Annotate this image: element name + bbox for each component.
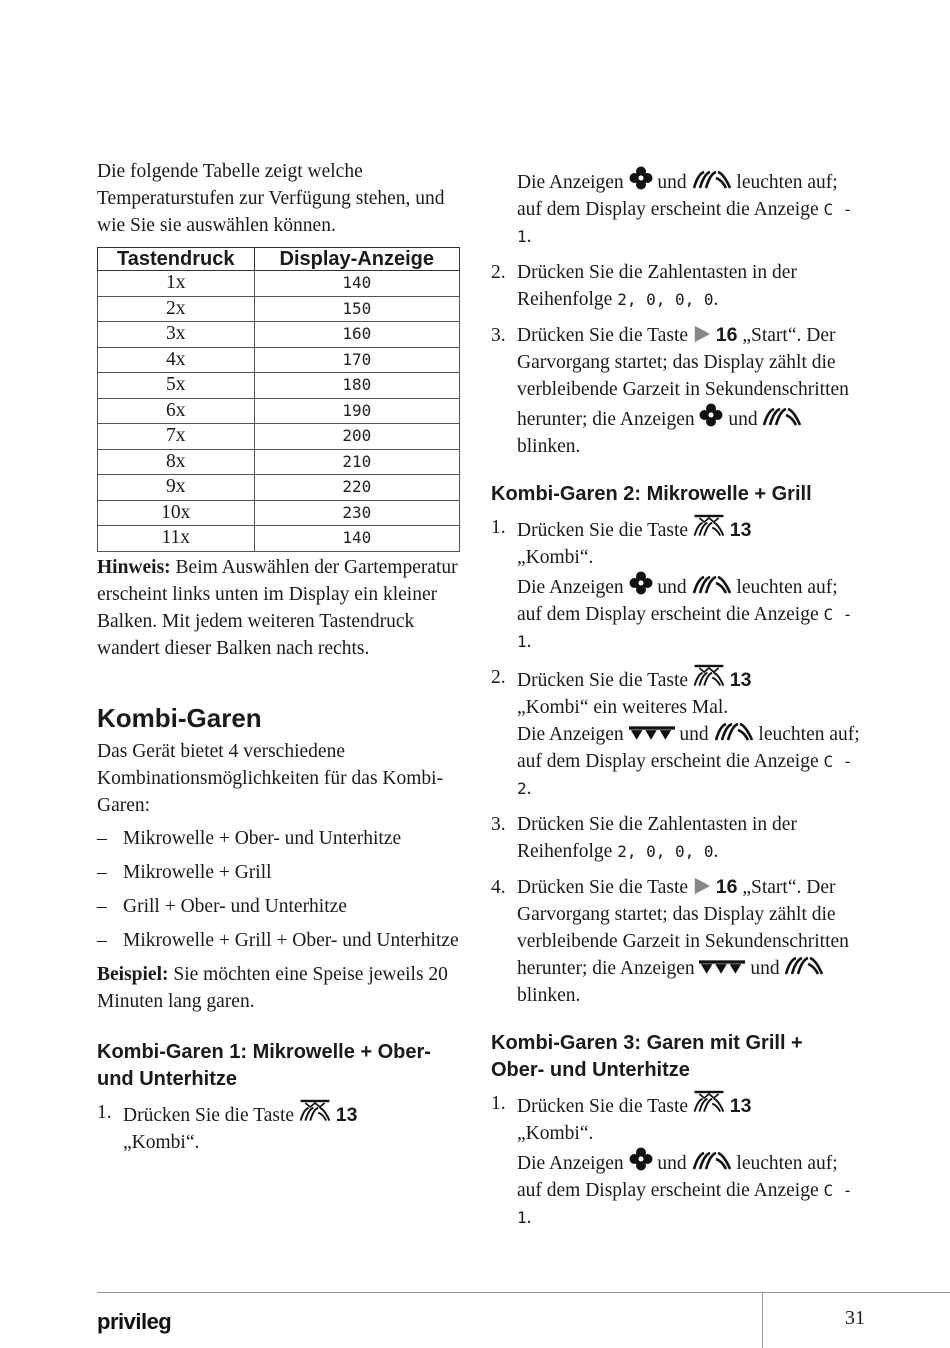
table-row: [98, 398, 460, 424]
table-row: [98, 347, 460, 373]
kombi-1-steps: [97, 1099, 462, 1156]
hinweis-paragraph: [97, 554, 462, 662]
key-number: 16: [715, 324, 738, 346]
footer-divider: [97, 1292, 950, 1293]
period: .: [526, 631, 532, 652]
fan-icon: [699, 403, 723, 427]
key-number: 13: [729, 669, 752, 691]
display-code: C - 1: [517, 1181, 853, 1227]
list-item: [97, 859, 462, 886]
step-text: Die Anzeigen: [517, 1153, 629, 1174]
display-code: C - 1: [517, 200, 853, 246]
step-number: 1.: [491, 517, 506, 538]
step-text: Drücken Sie die Taste: [517, 1096, 693, 1117]
step-text: Drücken Sie die Taste: [517, 877, 693, 898]
display-value: 140: [254, 526, 459, 552]
step-text: Die Anzeigen: [517, 577, 629, 598]
list-item-text: Mikrowelle + Ober- und Unterhitze: [123, 827, 402, 849]
step-number: 1.: [97, 1101, 112, 1123]
right-column: [491, 166, 861, 1240]
press-count: 7x: [98, 424, 255, 450]
list-item-text: Mikrowelle + Grill + Ober- und Unterhitze: [123, 929, 459, 951]
key-number: 13: [335, 1103, 358, 1126]
display-value: 230: [254, 500, 459, 526]
dash-mark: –: [97, 827, 107, 849]
kombi-icon: [693, 664, 725, 688]
step-text: leuchten auf; auf dem Display erscheint die Anzeige: [517, 1153, 838, 1201]
display-value: 180: [254, 373, 459, 399]
display-value: 140: [254, 271, 459, 297]
microwave-icon: [692, 575, 732, 595]
list-item: [491, 259, 861, 313]
step-text: leuchten auf; auf dem Display erscheint die Anzeige: [517, 577, 838, 625]
step-text: leuchten auf; auf dem Display erscheint die Anzeige: [517, 724, 860, 772]
step-number: 4.: [491, 877, 506, 898]
press-count: 2x: [98, 296, 255, 322]
key-number: 13: [729, 519, 752, 541]
grill-icon: [699, 960, 745, 976]
beispiel-label: Beispiel:: [97, 963, 169, 985]
digit-sequence: 2, 0, 0, 0: [617, 842, 714, 861]
beispiel-text: Sie möchten eine Speise jeweils 20 Minuten lang garen.: [97, 963, 448, 1012]
page-number: 31: [845, 1307, 865, 1329]
key-number: 13: [729, 1095, 752, 1117]
press-count: 4x: [98, 347, 255, 373]
display-code: C - 2: [517, 752, 853, 798]
list-item-text: Grill + Ober- und Unterhitze: [123, 895, 347, 917]
step-text: Die Anzeigen: [517, 724, 629, 745]
table-row: [98, 449, 460, 475]
period: .: [526, 1207, 532, 1228]
table-header-tastendruck: Tastendruck: [98, 248, 255, 271]
period: .: [713, 289, 719, 310]
list-item: [97, 927, 462, 954]
press-count: 1x: [98, 271, 255, 297]
step-text: und: [674, 724, 714, 745]
section-title: Kombi-Garen: [97, 702, 262, 733]
intro-paragraph: Die folgende Tabelle zeigt welche Temperaturstufen zur Verfügung stehen, und wie Sie sie auswählen können.: [97, 161, 445, 236]
press-count: 10x: [98, 500, 255, 526]
play-icon: [693, 325, 711, 343]
microwave-icon: [692, 1151, 732, 1171]
kombi-3-title: Kombi-Garen 3: Garen mit Grill + Ober- und Unterhitze: [491, 1032, 803, 1081]
list-item: [491, 811, 861, 865]
hinweis-text: Beim Auswählen der Gartemperatur erscheint links unten im Display ein kleiner Balken. Mit jedem weiteren Tastendruck wandert dieser Balken nach rechts.: [97, 556, 458, 659]
fan-icon: [629, 1147, 653, 1171]
kombi-icon: [299, 1099, 331, 1123]
list-item: [491, 166, 861, 250]
display-code: C - 1: [517, 605, 853, 651]
table-row: [98, 322, 460, 348]
step-text: „Start“. Der Garvorgang startet; das Display zählt die verbleibende Garzeit in Sekundenschritten herunter; die Anzeigen: [517, 325, 849, 430]
step-number: 2.: [491, 262, 506, 283]
display-value: 150: [254, 296, 459, 322]
table-row: [98, 424, 460, 450]
press-count: 9x: [98, 475, 255, 501]
section-intro: Das Gerät bietet 4 verschiedene Kombinationsmöglichkeiten für das Kombi-Garen:: [97, 740, 444, 816]
display-value: 190: [254, 398, 459, 424]
hinweis-label: Hinweis:: [97, 556, 171, 578]
step-text: und: [652, 577, 692, 598]
press-count: 3x: [98, 322, 255, 348]
digit-sequence: 2, 0, 0, 0: [617, 290, 714, 309]
table-row: [98, 475, 460, 501]
step-text: „Kombi“.: [123, 1131, 200, 1153]
list-item: [491, 1090, 861, 1231]
combination-list: [97, 825, 462, 954]
step-text: Die Anzeigen: [517, 172, 629, 193]
display-value: 160: [254, 322, 459, 348]
period: .: [526, 226, 532, 247]
step-number: 3.: [491, 325, 506, 346]
step-text: „Kombi“.: [517, 1123, 594, 1144]
table-row: [98, 373, 460, 399]
step-text: und: [652, 172, 692, 193]
display-value: 170: [254, 347, 459, 373]
step-text: blinken.: [517, 436, 581, 457]
kombi-icon: [693, 1090, 725, 1114]
step-text: leuchten auf; auf dem Display erscheint die Anzeige: [517, 172, 838, 220]
kombi-2-title: Kombi-Garen 2: Mikrowelle + Grill: [491, 483, 812, 505]
press-count: 11x: [98, 526, 255, 552]
step-text: und: [745, 958, 785, 979]
beispiel-paragraph: [97, 961, 462, 1015]
step-text: „Start“. Der Garvorgang startet; das Display zählt die verbleibende Garzeit in Sekundenschritten herunter; die Anzeigen: [517, 877, 849, 979]
table-row: [98, 500, 460, 526]
display-value: 220: [254, 475, 459, 501]
step-text: und: [723, 409, 763, 430]
step-text: Drücken Sie die Taste: [517, 670, 693, 691]
grill-icon: [629, 726, 675, 742]
step-text: Drücken Sie die Zahlentasten in der Reihenfolge: [517, 814, 797, 862]
display-value: 200: [254, 424, 459, 450]
step-number: 2.: [491, 667, 506, 688]
press-count: 8x: [98, 449, 255, 475]
kombi-2-steps: [491, 514, 861, 1009]
step-number: 3.: [491, 814, 506, 835]
dash-mark: –: [97, 861, 107, 883]
brand-logo: privileg: [97, 1309, 172, 1334]
step-text: Drücken Sie die Taste: [517, 520, 693, 541]
key-number: 16: [715, 876, 738, 898]
list-item: [97, 1099, 462, 1156]
table-row: [98, 271, 460, 297]
fan-icon: [629, 166, 653, 190]
table-header-display: Display-Anzeige: [254, 248, 459, 271]
table-row: [98, 296, 460, 322]
fan-icon: [629, 571, 653, 595]
footer-vertical-divider: [762, 1292, 763, 1348]
step-text: Drücken Sie die Taste: [123, 1104, 299, 1126]
display-value: 210: [254, 449, 459, 475]
step-text: Drücken Sie die Taste: [517, 325, 693, 346]
list-item: [491, 874, 861, 1009]
list-item: [97, 893, 462, 920]
step-number: 1.: [491, 1093, 506, 1114]
step-text: „Kombi“ ein weiteres Mal.: [517, 697, 729, 718]
dash-mark: –: [97, 929, 107, 951]
microwave-icon: [784, 956, 824, 976]
kombi-1-title: Kombi-Garen 1: Mikrowelle + Ober- und Unterhitze: [97, 1040, 431, 1090]
step-text: blinken.: [517, 985, 581, 1006]
play-icon: [693, 877, 711, 895]
period: .: [713, 841, 719, 862]
kombi-icon: [693, 514, 725, 538]
table-row: [98, 526, 460, 552]
period: .: [526, 778, 532, 799]
list-item: [491, 664, 861, 802]
dash-mark: –: [97, 895, 107, 917]
list-item: [491, 322, 861, 460]
step-text: Drücken Sie die Zahlentasten in der Reihenfolge: [517, 262, 797, 310]
list-item: [491, 514, 861, 655]
temperature-table: [97, 247, 460, 552]
press-count: 5x: [98, 373, 255, 399]
left-column: [97, 158, 462, 1165]
step-text: und: [652, 1153, 692, 1174]
step-text: „Kombi“.: [517, 547, 594, 568]
kombi-1-steps-continued: [491, 166, 861, 460]
microwave-icon: [714, 722, 754, 742]
list-item: [97, 825, 462, 852]
microwave-icon: [692, 170, 732, 190]
list-item-text: Mikrowelle + Grill: [123, 861, 272, 883]
microwave-icon: [762, 407, 802, 427]
kombi-3-steps: [491, 1090, 861, 1231]
press-count: 6x: [98, 398, 255, 424]
